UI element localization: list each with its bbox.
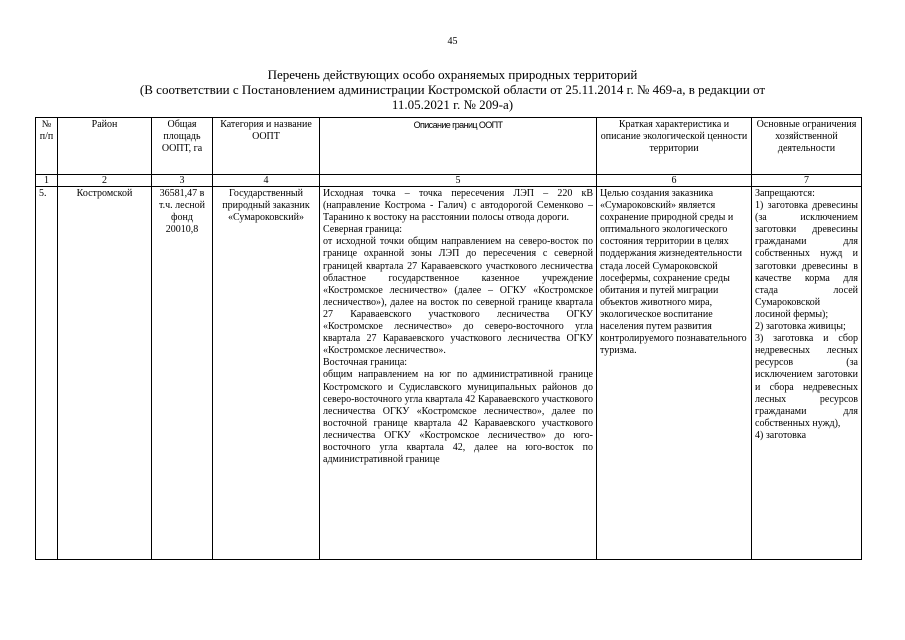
header-category: Категория и название ООПТ: [213, 118, 320, 175]
document-title: [40, 67, 865, 112]
row-area: 36581,47 в т.ч. лесной фонд 20010,8: [152, 187, 213, 560]
boundary-start: Исходная точка – точка пересечения ЛЭП – 220 кВ (направление Кострома - Галич) с автодорогой Семенково – Таранино к востоку на расстоянии полосы отвода дороги.: [323, 188, 593, 224]
column-number: 5: [320, 175, 597, 187]
restriction-item: 2) заготовка живицы;: [755, 321, 846, 333]
row-number: 5.: [36, 187, 58, 560]
restriction-item: 3) заготовка и сбор недревесных лесных ресурсов (за исключением заготовки и сбора недревесных лесных ресурсов гражданами для собственных нужд),: [755, 333, 858, 429]
row-restrictions: [752, 187, 862, 560]
header-boundaries: Описание границ ООПТ: [320, 118, 597, 175]
protected-areas-table: [35, 117, 862, 560]
header-area: Общая площадь ООПТ, га: [152, 118, 213, 175]
column-number-row: [36, 175, 862, 187]
header-number: № п/п: [36, 118, 58, 175]
restrictions-heading: Запрещаются:: [755, 188, 815, 199]
northern-boundary-heading: Северная граница:: [323, 224, 403, 236]
column-number: 6: [597, 175, 752, 187]
row-boundaries: [320, 187, 597, 560]
title-line-3: 11.05.2021 г. № 209-а): [391, 97, 514, 112]
column-number: 7: [752, 175, 862, 187]
eastern-boundary-heading: Восточная граница:: [323, 357, 408, 369]
title-line-1: Перечень действующих особо охраняемых природных территорий: [267, 67, 638, 82]
northern-boundary-text: от исходной точки общим направлением на северо-восток по границе охранной зоны ЛЭП до пересечения с северной границей квартала 27 Караваевского участкового лесничества областное государственное казенное учреждение «Костромское лесничество» (далее – ОГКУ «Костромское лесничество»), далее на восток по северной границе квартала 27 Караваевского участкового лесничества ОГКУ «Костромское лесничество» до северо-восточного угла квартала 27 Караваевского участкового лесничества ОГКУ «Костромское лесничество».: [323, 236, 593, 357]
title-line-2: (В соответствии с Постановлением администрации Костромской области от 25.11.2014 г. № 469-а, в редакции от: [139, 82, 766, 97]
column-number: 4: [213, 175, 320, 187]
header-row: [36, 118, 862, 175]
header-restrictions: Основные ограничения хозяйственной деятельности: [752, 118, 862, 175]
column-number: 2: [58, 175, 152, 187]
header-district: Район: [58, 118, 152, 175]
page-number: 45: [447, 36, 458, 47]
restriction-item: 1) заготовка древесины (за исключением заготовки древесины гражданами для собственных нужд и заготовки древесины в качестве корма для стада лосей Сумароковской лосиной фермы);: [755, 200, 858, 320]
column-number: 1: [36, 175, 58, 187]
eastern-boundary-text: общим направлением на юг по административной границе Костромского и Судиславского муниципальных районов до северо-восточного угла квартала 42 Караваевского участкового лесничества ОГКУ «Костромское лесничество», далее по восточной границе квартала 42 Караваевского участкового лесничества ОГКУ «Костромское лесничество» до юго-восточного угла квартала 42, далее на юго-восток по административной границе: [323, 369, 593, 466]
row-characteristic: Целью создания заказника «Сумароковский» является сохранение природной среды и оптимального экологического состояния территории в целях поддержания жизнедеятельности стада лосей Сумароковской лосефермы, сохранение среды обитания и путей миграции объектов животного мира, экологическое воспитание населения путем развития контролируемого познавательного туризма.: [597, 187, 752, 560]
restriction-item: 4) заготовка: [755, 429, 807, 441]
header-characteristic: Краткая характеристика и описание экологической ценности территории: [597, 118, 752, 175]
table-row: [36, 187, 862, 560]
row-district: Костромской: [58, 187, 152, 560]
column-number: 3: [152, 175, 213, 187]
row-category: Государственный природный заказник «Сумароковский»: [213, 187, 320, 560]
